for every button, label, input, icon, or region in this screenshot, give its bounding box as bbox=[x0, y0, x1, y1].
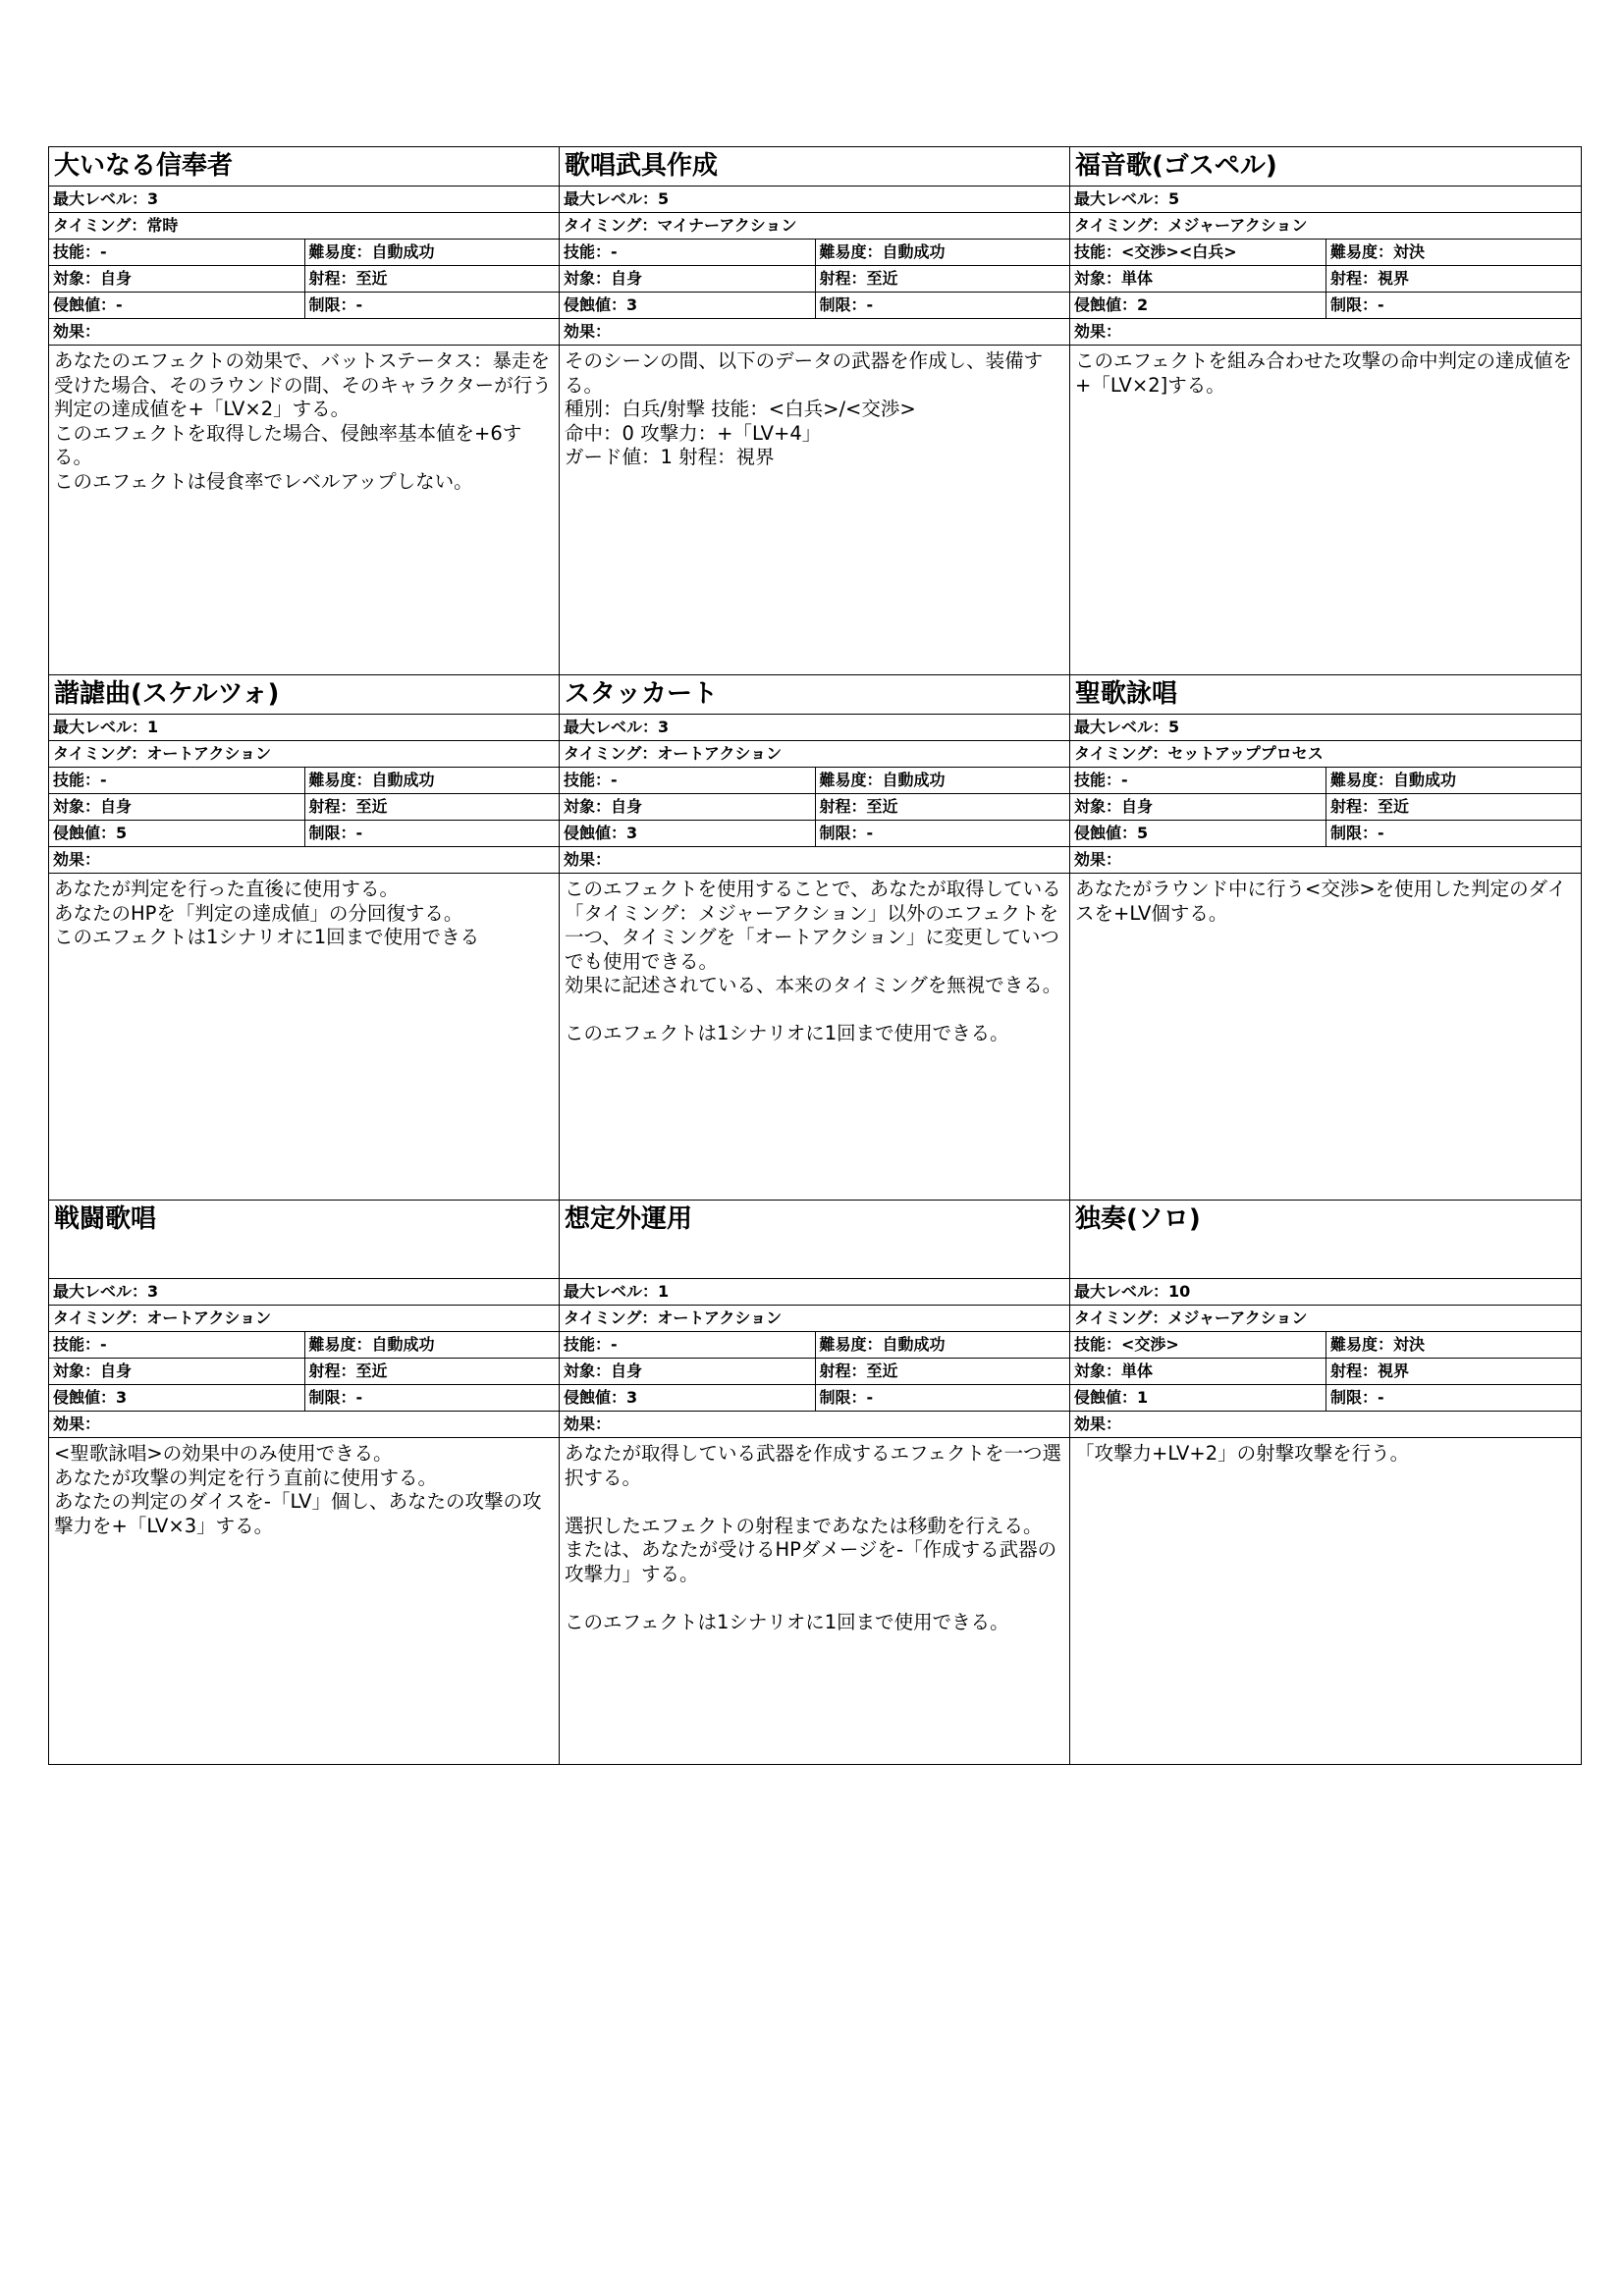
target: 対象：単体 bbox=[1074, 269, 1154, 288]
max-level-row bbox=[49, 187, 559, 213]
range: 射程：至近 bbox=[304, 794, 560, 820]
effect-label-row bbox=[560, 319, 1069, 346]
erosion-row bbox=[560, 293, 1069, 319]
difficulty: 難易度：対決 bbox=[1325, 1332, 1581, 1358]
skill-row bbox=[560, 1332, 1069, 1359]
erosion-row bbox=[1070, 1385, 1581, 1412]
limit: 制限：- bbox=[1325, 821, 1581, 846]
max-level-row bbox=[560, 715, 1069, 741]
limit: 制限：- bbox=[815, 1385, 1070, 1411]
effect-card bbox=[560, 675, 1070, 1201]
difficulty: 難易度：自動成功 bbox=[304, 240, 560, 265]
erosion-row bbox=[1070, 293, 1581, 319]
card-title: 諧謔曲(スケルツォ) bbox=[49, 675, 559, 715]
effect-card bbox=[1070, 147, 1581, 675]
erosion: 侵蝕値：5 bbox=[1074, 824, 1149, 842]
effect-label-row bbox=[1070, 319, 1581, 346]
max-level: 最大レベル：3 bbox=[53, 189, 159, 208]
effect-label: 効果： bbox=[53, 850, 101, 869]
range: 射程：至近 bbox=[304, 1359, 560, 1384]
erosion: 侵蝕値：- bbox=[53, 295, 123, 314]
timing-row bbox=[560, 741, 1069, 768]
target: 対象：自身 bbox=[53, 797, 133, 816]
card-title: 戦闘歌唱 bbox=[49, 1201, 559, 1279]
effect-label-row bbox=[560, 847, 1069, 874]
erosion: 侵蝕値：5 bbox=[53, 824, 128, 842]
effect-text: あなたがラウンド中に行う<交渉>を使用した判定のダイスを+LV個する。 bbox=[1075, 878, 1567, 925]
skill-row bbox=[49, 240, 559, 266]
erosion-row bbox=[49, 293, 559, 319]
skill: 技能：<交渉><白兵> bbox=[1074, 242, 1237, 261]
target-row bbox=[49, 1359, 559, 1385]
timing-row bbox=[49, 1306, 559, 1332]
limit: 制限：- bbox=[304, 821, 560, 846]
target: 対象：自身 bbox=[564, 1362, 643, 1380]
effect-card-grid bbox=[48, 146, 1582, 1765]
effect-card bbox=[1070, 675, 1581, 1201]
target-row bbox=[49, 794, 559, 821]
limit: 制限：- bbox=[815, 293, 1070, 318]
skill-row bbox=[49, 1332, 559, 1359]
erosion: 侵蝕値：2 bbox=[1074, 295, 1149, 314]
difficulty: 難易度：自動成功 bbox=[815, 240, 1070, 265]
effect-label-row bbox=[1070, 847, 1581, 874]
target-row bbox=[560, 1359, 1069, 1385]
card-title: 聖歌詠唱 bbox=[1070, 675, 1581, 715]
effect-label: 効果： bbox=[53, 322, 101, 341]
effect-text: あなたが判定を行った直後に使用する。 あなたのHPを「判定の達成値」の分回復する。 このエフェクトは1シナリオに1回まで使用できる bbox=[54, 878, 480, 948]
max-level: 最大レベル：1 bbox=[53, 718, 159, 736]
effect-card bbox=[49, 147, 560, 675]
effect-text: <聖歌詠唱>の効果中のみ使用できる。 あなたが攻撃の判定を行う直前に使用する。 あなたの判定のダイスを-「LV」個し、あなたの攻撃の攻撃力を+「LV×3」する。 bbox=[54, 1442, 542, 1537]
difficulty: 難易度：自動成功 bbox=[1325, 768, 1581, 793]
target: 対象：自身 bbox=[564, 797, 643, 816]
target: 対象：自身 bbox=[53, 1362, 133, 1380]
skill: 技能：- bbox=[53, 771, 107, 789]
range: 射程：至近 bbox=[1325, 794, 1581, 820]
erosion-row bbox=[1070, 821, 1581, 847]
erosion: 侵蝕値：3 bbox=[564, 824, 638, 842]
effect-card bbox=[1070, 1201, 1581, 1764]
target-row bbox=[1070, 266, 1581, 293]
erosion-row bbox=[49, 1385, 559, 1412]
max-level: 最大レベル：5 bbox=[564, 189, 670, 208]
erosion-row bbox=[560, 821, 1069, 847]
target: 対象：単体 bbox=[1074, 1362, 1154, 1380]
effect-label: 効果： bbox=[1074, 850, 1122, 869]
erosion: 侵蝕値：3 bbox=[53, 1388, 128, 1407]
card-title: 歌唱武具作成 bbox=[560, 147, 1069, 187]
max-level: 最大レベル：5 bbox=[1074, 718, 1180, 736]
timing-row bbox=[1070, 1306, 1581, 1332]
max-level-row bbox=[1070, 1279, 1581, 1306]
card-title: 想定外運用 bbox=[560, 1201, 1069, 1279]
timing: タイミング：メジャーアクション bbox=[1074, 1308, 1308, 1327]
max-level-row bbox=[560, 1279, 1069, 1306]
effect-text: あなたが取得している武器を作成するエフェクトを一つ選択する。 選択したエフェクトの射程まであなたは移動を行える。 または、あなたが受けるHPダメージを-「作成する武器の攻撃力」する。 このエフェクトは1シナリオに1回まで使用できる。 bbox=[565, 1442, 1062, 1633]
erosion: 侵蝕値：3 bbox=[564, 1388, 638, 1407]
effect-label: 効果： bbox=[53, 1415, 101, 1433]
effect-label: 効果： bbox=[564, 1415, 612, 1433]
timing-row bbox=[49, 741, 559, 768]
erosion: 侵蝕値：3 bbox=[564, 295, 638, 314]
max-level-row bbox=[49, 715, 559, 741]
target: 対象：自身 bbox=[564, 269, 643, 288]
card-title: 福音歌(ゴスペル) bbox=[1070, 147, 1581, 187]
limit: 制限：- bbox=[1325, 293, 1581, 318]
erosion-row bbox=[560, 1385, 1069, 1412]
timing: タイミング：オートアクション bbox=[53, 1308, 272, 1327]
timing-row bbox=[560, 213, 1069, 240]
timing-row bbox=[1070, 213, 1581, 240]
range: 射程：至近 bbox=[815, 794, 1070, 820]
timing-row bbox=[49, 213, 559, 240]
effect-label-row bbox=[49, 847, 559, 874]
skill-row bbox=[560, 768, 1069, 794]
skill-row bbox=[1070, 240, 1581, 266]
skill: 技能：- bbox=[564, 1335, 618, 1354]
skill-row bbox=[49, 768, 559, 794]
effect-label-row bbox=[1070, 1412, 1581, 1438]
erosion-row bbox=[49, 821, 559, 847]
effect-text: このエフェクトを組み合わせた攻撃の命中判定の達成値を+「LV×2]する。 bbox=[1075, 349, 1573, 397]
target-row bbox=[1070, 794, 1581, 821]
effect-card bbox=[560, 1201, 1070, 1764]
target-row bbox=[49, 266, 559, 293]
difficulty: 難易度：自動成功 bbox=[815, 768, 1070, 793]
effect-text: 「攻撃力+LV+2」の射撃攻撃を行う。 bbox=[1075, 1442, 1410, 1465]
skill: 技能：- bbox=[564, 242, 618, 261]
effect-card bbox=[49, 1201, 560, 1764]
range: 射程：視界 bbox=[1325, 1359, 1581, 1384]
target-row bbox=[560, 794, 1069, 821]
max-level: 最大レベル：5 bbox=[1074, 189, 1180, 208]
effect-label-row bbox=[560, 1412, 1069, 1438]
target: 対象：自身 bbox=[1074, 797, 1154, 816]
range: 射程：至近 bbox=[815, 266, 1070, 292]
max-level-row bbox=[49, 1279, 559, 1306]
card-title: スタッカート bbox=[560, 675, 1069, 715]
timing: タイミング：オートアクション bbox=[564, 744, 783, 763]
max-level: 最大レベル：10 bbox=[1074, 1282, 1191, 1301]
skill-row bbox=[560, 240, 1069, 266]
effect-label: 効果： bbox=[1074, 1415, 1122, 1433]
effect-label: 効果： bbox=[564, 850, 612, 869]
erosion: 侵蝕値：1 bbox=[1074, 1388, 1149, 1407]
skill: 技能：- bbox=[53, 242, 107, 261]
range: 射程：視界 bbox=[1325, 266, 1581, 292]
difficulty: 難易度：自動成功 bbox=[815, 1332, 1070, 1358]
target: 対象：自身 bbox=[53, 269, 133, 288]
effect-label: 効果： bbox=[1074, 322, 1122, 341]
effect-card bbox=[49, 675, 560, 1201]
max-level-row bbox=[1070, 187, 1581, 213]
effect-label-row bbox=[49, 1412, 559, 1438]
effect-text: あなたのエフェクトの効果で、バットステータス：暴走を受けた場合、そのラウンドの間、そのキャラクターが行う判定の達成値を+「LV×2」する。 このエフェクトを取得した場合、侵蝕率基本値を+6する。 このエフェクトは侵食率でレベルアップしない。 bbox=[54, 349, 552, 493]
effect-label: 効果： bbox=[564, 322, 612, 341]
limit: 制限：- bbox=[304, 1385, 560, 1411]
max-level-row bbox=[1070, 715, 1581, 741]
difficulty: 難易度：自動成功 bbox=[304, 768, 560, 793]
limit: 制限：- bbox=[815, 821, 1070, 846]
max-level-row bbox=[560, 187, 1069, 213]
range: 射程：至近 bbox=[304, 266, 560, 292]
skill: 技能：<交渉> bbox=[1074, 1335, 1179, 1354]
difficulty: 難易度：対決 bbox=[1325, 240, 1581, 265]
timing: タイミング：オートアクション bbox=[53, 744, 272, 763]
difficulty: 難易度：自動成功 bbox=[304, 1332, 560, 1358]
effect-card bbox=[560, 147, 1070, 675]
card-title: 大いなる信奉者 bbox=[49, 147, 559, 187]
timing: タイミング：メジャーアクション bbox=[1074, 216, 1308, 235]
skill: 技能：- bbox=[53, 1335, 107, 1354]
effect-text: このエフェクトを使用することで、あなたが取得している「タイミング：メジャーアクション」以外のエフェクトを一つ、タイミングを「オートアクション」に変更していつでも使用できる。 効果に記述されている、本来のタイミングを無視できる。 このエフェクトは1シナリオに1回まで使用できる。 bbox=[565, 878, 1062, 1044]
limit: 制限：- bbox=[1325, 1385, 1581, 1411]
target-row bbox=[1070, 1359, 1581, 1385]
range: 射程：至近 bbox=[815, 1359, 1070, 1384]
skill-row bbox=[1070, 768, 1581, 794]
effect-text: そのシーンの間、以下のデータの武器を作成し、装備する。 種別：白兵/射撃 技能：<白兵>/<交渉> 命中：0 攻撃力：+「LV+4」 ガード値：1 射程：視界 bbox=[565, 349, 1044, 468]
timing-row bbox=[1070, 741, 1581, 768]
skill: 技能：- bbox=[1074, 771, 1128, 789]
timing: タイミング：常時 bbox=[53, 216, 179, 235]
timing-row bbox=[560, 1306, 1069, 1332]
target-row bbox=[560, 266, 1069, 293]
timing: タイミング：マイナーアクション bbox=[564, 216, 797, 235]
effect-label-row bbox=[49, 319, 559, 346]
timing: タイミング：セットアッププロセス bbox=[1074, 744, 1324, 763]
card-title: 独奏(ソロ) bbox=[1070, 1201, 1581, 1279]
max-level: 最大レベル：3 bbox=[53, 1282, 159, 1301]
limit: 制限：- bbox=[304, 293, 560, 318]
timing: タイミング：オートアクション bbox=[564, 1308, 783, 1327]
skill-row bbox=[1070, 1332, 1581, 1359]
skill: 技能：- bbox=[564, 771, 618, 789]
max-level: 最大レベル：3 bbox=[564, 718, 670, 736]
max-level: 最大レベル：1 bbox=[564, 1282, 670, 1301]
